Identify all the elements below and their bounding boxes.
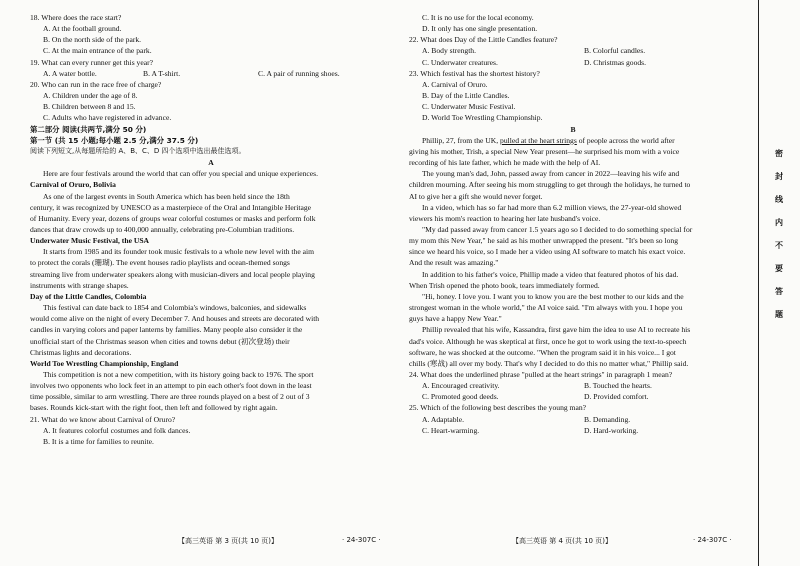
section1-heading: 第一节 (共 15 小题;每小题 2.5 分,满分 37.5 分) (30, 135, 199, 145)
seal-char: 封 (775, 172, 783, 181)
passage-b-line: When Trish opened the photo book, tears immediately formed. (409, 280, 600, 290)
q21-option-b: B. It is a time for families to reunite. (43, 436, 154, 446)
q19-stem: 19. What can every runner get this year? (30, 57, 153, 67)
seal-char: 不 (775, 241, 783, 250)
festival-3-line: Christmas lights and decorations. (30, 347, 132, 357)
q24-option-b: B. Touched the hearts. (584, 381, 652, 391)
q20-stem: 20. Who can run in the race free of charge? (30, 79, 162, 89)
festival-4-line: This competition is not a new competition, with its history going back to 1976. The sport (43, 370, 314, 379)
q21-option-a: A. It features colorful costumes and folk dances. (43, 425, 191, 435)
q18-stem: 18. Where does the race start? (30, 13, 122, 22)
q19-option-b: B. A T-shirt. (143, 68, 181, 78)
q18-option-a: A. At the football ground. (43, 24, 122, 34)
reading-instruction: 阅读下列短文,从每题所给的 A、B、C、D 四个选项中选出最佳选项。 (30, 146, 246, 155)
passage-b-line: The young man's dad, John, passed away from cancer in 2022—leaving his wife and (422, 169, 680, 179)
q25-option-b: B. Demanding. (584, 414, 631, 424)
passage-b-line: AI to give her a gift she would never forget. (409, 191, 543, 201)
q21-option-d: D. It only has one single presentation. (422, 24, 538, 34)
footer-code-left: · 24-307C · (342, 536, 381, 544)
q23-option-b: B. Day of the Little Candles. (422, 91, 510, 101)
seal-char: 答 (775, 287, 783, 296)
festival-4-line: time possible, similar to arm wrestling. There are three rounds played on a best of 2 out of 3 (30, 392, 310, 402)
q22-option-a: A. Body strength. (422, 46, 476, 56)
q25-option-a: A. Adaptable. (422, 414, 464, 424)
seal-char: 题 (775, 310, 783, 319)
festival-1-line: of Humanity. Every year, dozens of groups wear colorful costumes or masks and perform folk (30, 213, 316, 223)
right-column (409, 12, 737, 436)
passage-a-intro: Here are four festivals around the world that can offer you special and unique experiences. (43, 169, 319, 179)
q18-option-c: C. At the main entrance of the park. (43, 46, 152, 56)
passage-b-line: In a video, which has so far had more than 6.2 million views, the 27-year-old showed (422, 202, 682, 212)
festival-2-title: Underwater Music Festival, the USA (30, 236, 150, 246)
seal-char: 要 (775, 264, 783, 273)
q19-options (30, 68, 392, 79)
q23-option-c: C. Underwater Music Festival. (422, 102, 516, 112)
p1-end: of people across the world after (576, 135, 675, 145)
q24-options-row1 (409, 380, 737, 391)
q25-option-c: C. Heart-warming. (422, 425, 480, 435)
q25-options-row1 (409, 414, 737, 425)
q24-option-c: C. Promoted good deeds. (422, 392, 499, 402)
q22-stem: 22. What does Day of the Little Candles feature? (409, 35, 558, 45)
festival-1-line: As one of the largest events in South America which has been held since the 18th (43, 191, 290, 201)
q24-stem: 24. What does the underlined phrase "pulled at the heart strings" in paragraph 1 mean? (409, 370, 673, 379)
festival-1-title: Carnival of Oruro, Bolivia (30, 180, 116, 190)
q23-option-a: A. Carnival of Oruro. (422, 79, 488, 89)
q22-option-c: C. Underwater creatures. (422, 57, 498, 67)
festival-2-line: It starts from 1985 and its founder took music festivals to a whole new level with the aim (43, 247, 314, 257)
q23-stem: 23. Which festival has the shortest history? (409, 68, 540, 78)
underlined-phrase: pulled at the heart strings (500, 135, 577, 145)
q19-option-a: A. A water bottle. (43, 68, 97, 78)
part2-heading: 第二部分 阅读(共两节,满分 50 分) (30, 124, 147, 134)
festival-3-title: Day of the Little Candles, Colombia (30, 291, 147, 301)
left-column (30, 12, 392, 447)
seal-char: 线 (775, 195, 783, 204)
q23-option-d: D. World Toe Wrestling Championship. (422, 113, 543, 123)
passage-b-label: B (570, 124, 576, 134)
festival-3-line: This festival can date back to 1854 and Colombia's windows, balconies, and sidewalks (43, 303, 307, 313)
seal-char: 内 (775, 218, 783, 227)
passage-b-line: In addition to his father's voice, Phillip made a video that featured photos of his dad. (422, 269, 679, 279)
festival-1-line: century, it was recognized by UNESCO as a masterpiece of the Oral and Intangible Heritage (30, 202, 312, 212)
q24-option-a: A. Encouraged creativity. (422, 381, 500, 391)
passage-b-line: "Hi, honey. I love you. I want you to know you are the best mother to our kids and the (422, 291, 684, 301)
passage-a-label: A (208, 158, 214, 168)
passage-b-line: my mom this New Year," he said as his mother unwrapped the present. "It's been so long (409, 236, 678, 246)
festival-2-line: to protect the corals (珊瑚). The event houses radio playlists and ocean-themed songs (30, 258, 290, 268)
seal-char: 密 (775, 149, 783, 158)
passage-b-line: strongest woman in the whole world," the AI voice said. "I'm always with you. I hope you (409, 303, 683, 313)
footer-code-right: · 24-307C · (693, 536, 732, 544)
festival-2-line: streaming live from underwater speakers along with musician-divers and local people playing (30, 269, 315, 279)
festival-3-line: candles in varying colors and paper lanterns by families. Many people also consider it the (30, 325, 303, 335)
passage-b-line: recording of his late father, which he made with the help of AI. (409, 158, 601, 168)
footer-page-label-right: 【高三英语 第 4 页(共 10 页)】 (512, 537, 612, 545)
festival-2-line: instruments with strange shapes. (30, 280, 129, 290)
q22-options-row1 (409, 45, 737, 56)
q22-options-row2 (409, 57, 737, 68)
festival-4-line: bases. Rounds kick-start with the right foot, then left and followed by right again. (30, 403, 278, 413)
footer-page-label-left: 【高三英语 第 3 页(共 10 页)】 (178, 537, 278, 545)
binding-line (758, 0, 759, 566)
passage-b-line: software, he was shocked at the outcome. "When the program said it in his voice... I got (409, 347, 676, 357)
festival-3-line: unofficial start of the Christmas season when cities and towns debut (初次登场) their (30, 336, 290, 346)
passage-b-line: dad's voice. Although he was skeptical at first, once he got to work using the text-to-speech (409, 336, 687, 346)
passage-b-line: children mourning. After seeing his mom struggling to get through the holidays, he turned to (409, 180, 691, 190)
passage-b-line: giving his mother, Trish, a special New Year present—he surprised his mom with a voice (409, 146, 680, 156)
passage-b-line: chills (寒战) all over my body. That's why I decided to do this no matter what," Phillip said. (409, 358, 689, 368)
passage-b-line: guys have a happy New Year." (409, 314, 502, 324)
q25-option-d: D. Hard-working. (584, 425, 639, 435)
q24-option-d: D. Provided comfort. (584, 392, 649, 402)
q21-stem: 21. What do we know about Carnival of Oruro? (30, 414, 176, 424)
passage-b-line: viewers his mom's reaction to hearing her late husband's voice. (409, 213, 601, 223)
passage-b-line: And the result was amazing." (409, 258, 499, 268)
passage-b-line: Phillip revealed that his wife, Kassandra, first gave him the idea to use AI to recreate his (422, 325, 691, 335)
q24-options-row2 (409, 391, 737, 402)
q22-option-d: D. Christmas goods. (584, 57, 647, 67)
q18-option-b: B. On the north side of the park. (43, 35, 142, 45)
q20-option-c: C. Adults who have registered in advance. (43, 113, 172, 123)
q21-option-c: C. It is no use for the local economy. (422, 13, 534, 22)
festival-1-line: dances that draw crowds up to 400,000 annually, celebrating pre-Columbian traditions. (30, 224, 295, 234)
passage-b-line: since we heard his voice, so I made her a video using AI software to match his exact voice. (409, 247, 686, 257)
q20-option-b: B. Children between 8 and 15. (43, 102, 136, 112)
festival-3-line: would come alive on the night of every December 7. And houses and streets are decorated with (30, 314, 320, 324)
q20-option-a: A. Children under the age of 8. (43, 91, 138, 101)
q19-option-c: C. A pair of running shoes. (258, 68, 340, 78)
festival-4-line: involves two opponents who lock feet in an attempt to pin each other's foot down in the least (30, 381, 312, 391)
festival-4-title: World Toe Wrestling Championship, England (30, 358, 179, 368)
seal-line-notice (770, 148, 788, 332)
passage-b-para1-line1 (409, 135, 737, 146)
passage-b-line: "My dad passed away from cancer 1.5 years ago so I decided to do something special for (422, 224, 693, 234)
q25-stem: 25. Which of the following best describes the young man? (409, 403, 587, 413)
q25-options-row2 (409, 425, 737, 436)
p1-start: Phillip, 27, from the UK, (422, 135, 501, 145)
q22-option-b: B. Colorful candles. (584, 46, 646, 56)
